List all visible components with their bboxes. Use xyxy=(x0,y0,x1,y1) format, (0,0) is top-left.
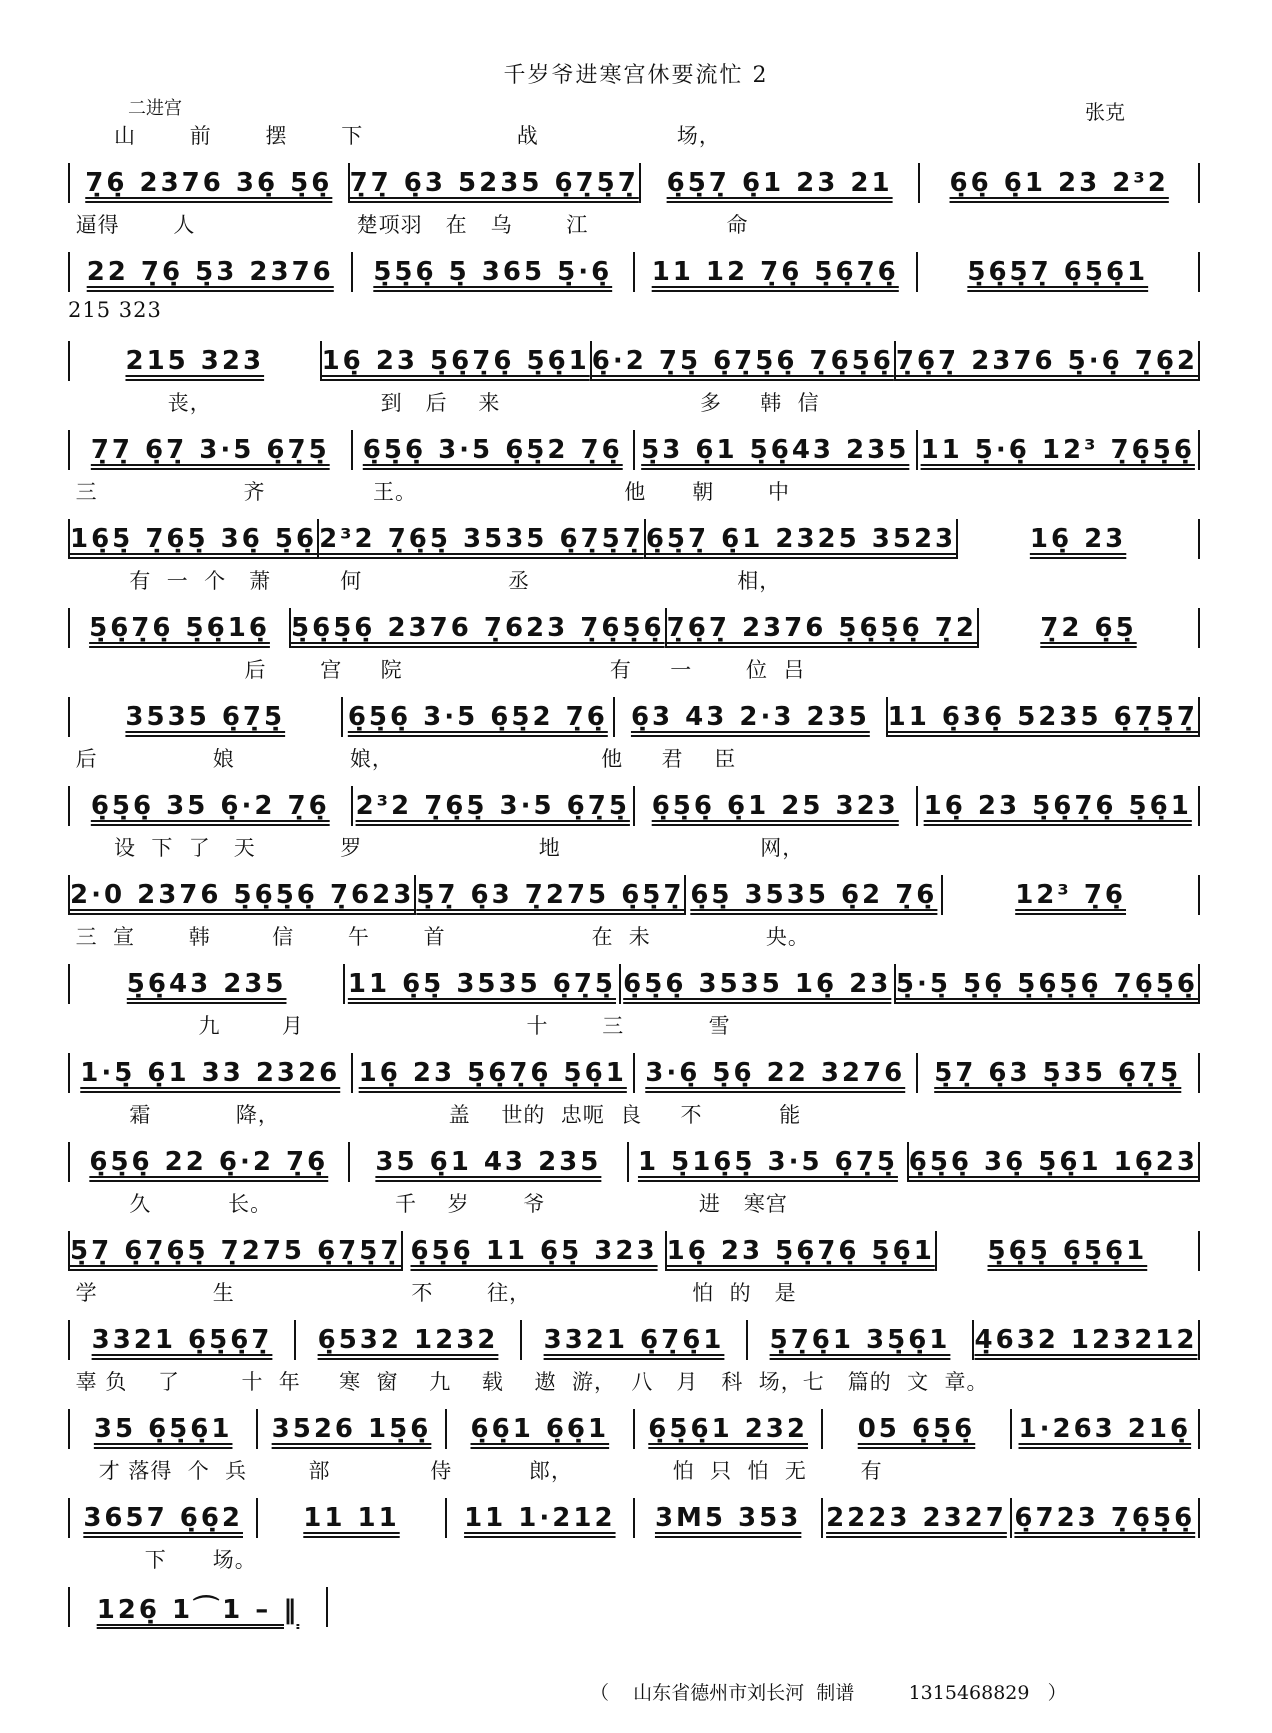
measure: 6̣6̣ 6̣1 23 2³2 xyxy=(949,168,1169,198)
measure: 3526 15̣6̣ xyxy=(271,1414,432,1444)
measure: 126̣ 1⌒1 – ‖ xyxy=(96,1594,300,1625)
measure: 6̣723 7̣6̣5̣6̣ xyxy=(1014,1503,1196,1533)
measure: 3M5 353 xyxy=(654,1503,802,1533)
tempo-label: 二进宫 xyxy=(128,98,182,119)
notation-line xyxy=(68,963,1200,1005)
notation-line xyxy=(68,429,1200,471)
measure: 6̣·2 7̣5̣ 6̣7̣5̣6̣ 7̣6̣5̣6̣ xyxy=(591,346,894,376)
measure: 6̣5̣6̣ 6̣1 25 323 xyxy=(651,791,899,821)
bar-line xyxy=(1198,341,1200,381)
singer-label: 张克 xyxy=(1085,100,1125,124)
lyric-line: 才 落得 个 兵 部 侍 郎， 怕 只 怕 无 有 xyxy=(68,1459,883,1483)
notation-line xyxy=(68,162,1200,204)
measure: 6̣5̣6̣ 36̣ 5̣6̣1 16̣23 xyxy=(908,1147,1198,1177)
measure: 7̣6̣7̣ 2376 5̣6̣5̣6̣ 7̣2 xyxy=(666,613,977,643)
measure: 16̣ 23 5̣6̣7̣6̣ 5̣6̣1 xyxy=(923,791,1192,821)
score-system xyxy=(68,1366,1200,1462)
score-system xyxy=(68,476,1200,572)
measure: 6̣5̣6̣ 3·5 6̣5̣2 7̣6̣ xyxy=(362,435,623,465)
bar-line xyxy=(1198,519,1200,559)
measure: 2223 2327 xyxy=(826,1503,1007,1533)
measure: 5̣·5̣ 5̣6̣ 5̣6̣5̣6̣ 7̣6̣5̣6̣ xyxy=(895,969,1199,999)
lyric-line: 辜 负 了 十 年 寒 窗 九 载 遨 游， 八 月 科 场，七 篇的 文 章。 xyxy=(68,1370,989,1394)
measure: 5̣7̣ 6̣7̣6̣5̣ 7̣275 6̣7̣5̣7̣ xyxy=(70,1236,402,1266)
lyric-line: 九 月 十 三 雪 xyxy=(68,1014,731,1038)
measure: 5̣6̣7̣6̣ 5̣6̣16̣ xyxy=(89,613,270,643)
measure: 2³2 7̣6̣5̣ 3535 6̣7̣5̣7̣ xyxy=(319,524,644,554)
measure: 16̣ 23 5̣6̣7̣6̣ 5̣6̣1 xyxy=(666,1236,935,1266)
notation-line xyxy=(68,1141,1200,1183)
bar-line xyxy=(1198,1320,1200,1360)
bar-line xyxy=(1198,163,1200,203)
bar-line xyxy=(1198,1498,1200,1538)
lyric-line: 设 下 了 天 罗 地 网， xyxy=(68,836,805,860)
measure: 35 6̣1 43 235 xyxy=(375,1147,602,1177)
measure: 12³ 7̣6̣ xyxy=(1015,880,1127,910)
bar-line xyxy=(1198,608,1200,648)
measure: 3·6̣ 5̣6̣ 22 3276 xyxy=(645,1058,906,1088)
notation-line xyxy=(68,1497,1200,1539)
measure: 6̣5̣6̣ 3·5 6̣5̣2 7̣6̣ xyxy=(347,702,608,732)
measure: 7̣7̣ 6̣3 5235 6̣7̣5̣7̣ xyxy=(349,168,639,198)
bar-line xyxy=(1198,875,1200,915)
measure: 11 1·212 xyxy=(464,1503,616,1533)
measure: 11 6̣5̣ 3535 6̣7̣5̣ xyxy=(347,969,617,999)
bar-line xyxy=(326,1587,328,1627)
measure: 1 5̣16̣5̣ 3·5 6̣7̣5̣ xyxy=(637,1147,898,1177)
measure: 11 12 7̣6̣ 5̣6̣7̣6̣ xyxy=(651,257,899,287)
score-title: 千岁爷进寒宫休要流忙 2 xyxy=(503,63,769,88)
measure: 16̣ 23 5̣6̣7̣6̣ 5̣6̣1 xyxy=(358,1058,627,1088)
measure: 5̣6̣43 235 xyxy=(126,969,287,999)
bar-line xyxy=(1198,1409,1200,1449)
bar-line xyxy=(1198,964,1200,1004)
measure: 16̣ 23 5̣6̣7̣6̣ 5̣6̣1 xyxy=(321,346,590,376)
score-system xyxy=(68,298,1200,394)
measure: 1·5̣ 6̣1 33 2326 xyxy=(80,1058,341,1088)
measure: 5̣6̣5̣6̣ 2376 7̣623 7̣6̣5̣6̣ xyxy=(291,613,665,643)
lyric-line: 后 娘 娘， 他 君 臣 xyxy=(68,747,737,771)
score-system xyxy=(68,1010,1200,1106)
bar-line xyxy=(1198,697,1200,737)
lyric-line: 久 长。 千 岁 爷 进 寒宫 xyxy=(68,1192,788,1216)
measure: 6̣532 1232 xyxy=(317,1325,499,1355)
measure: 5̣7̣6̣1 35̣6̣1 xyxy=(769,1325,951,1355)
notation-line xyxy=(68,696,1200,738)
footer-credit: （ 山东省德州市刘长河 制谱 1315468829 ） xyxy=(590,1682,1067,1704)
measure: 2·0 2376 5̣6̣5̣6̣ 7̣623 xyxy=(70,880,415,910)
score-system xyxy=(68,120,1200,216)
score-system xyxy=(68,209,1200,305)
lyric-line: 三 齐 王。 他 朝 中 xyxy=(68,480,790,504)
measure: 6̣5̣ 3535 6̣2 7̣6̣ xyxy=(690,880,938,910)
score-system xyxy=(68,1277,1200,1373)
measure: 2³2 7̣6̣5̣ 3·5 6̣7̣5̣ xyxy=(355,791,630,821)
measure: 3321 6̣5̣6̣7̣ xyxy=(91,1325,273,1355)
lyric-line: 三 宣 韩 信 午 首 在 未 央。 xyxy=(68,925,810,949)
lyric-line: 学 生 不 往， 怕 的 是 xyxy=(68,1281,797,1305)
measure: 6̣5̣7̣ 6̣1 2325 3523 xyxy=(645,524,957,554)
notation-line xyxy=(68,607,1200,649)
score-system xyxy=(68,387,1200,483)
bar-line xyxy=(1198,1053,1200,1093)
lyric-line: 有 一 个 萧 何 丞 相， xyxy=(68,569,782,593)
measure: 7̣6̣7̣ 2376 5̣·6̣ 7̣6̣2 xyxy=(895,346,1198,376)
score-system xyxy=(68,743,1200,839)
score-system xyxy=(68,1099,1200,1195)
bar-line xyxy=(1198,786,1200,826)
notation-line xyxy=(68,1230,1200,1272)
lyric-line: 丧， 到 后 来 多 韩 信 xyxy=(68,391,820,415)
measure: 6̣5̣6̣ 11 6̣5̣ 323 xyxy=(410,1236,658,1266)
measure: 5̣7̣ 6̣3 7̣275 6̣5̣7̣ xyxy=(416,880,685,910)
bar-line xyxy=(1198,252,1200,292)
notation-line xyxy=(68,1408,1200,1450)
lyric-line: 后 宫 院 有 一 位 吕 xyxy=(68,658,806,682)
measure: 4̣632 123212 xyxy=(974,1325,1198,1355)
measure: 1·263 216̣ xyxy=(1018,1414,1192,1444)
measure: 6̣5̣6̣ 22 6̣·2 7̣6̣ xyxy=(89,1147,329,1177)
notation-line xyxy=(68,340,1200,382)
measure: 3321 6̣7̣6̣1 xyxy=(543,1325,725,1355)
bar-line xyxy=(1198,1231,1200,1271)
measure: 3657 6̣6̣2 xyxy=(83,1503,243,1533)
lyric-line: 山 前 摆 下 战 场， xyxy=(68,124,721,148)
notation-line xyxy=(68,518,1200,560)
measure: 6̣3 43 2·3 235 xyxy=(630,702,870,732)
score-system xyxy=(68,654,1200,750)
measure: 5̣7̣ 6̣3 5̣35 6̣7̣5̣ xyxy=(934,1058,1182,1088)
measure: 16̣5̣ 7̣6̣5̣ 36̣ 5̣6̣ xyxy=(70,524,318,554)
lyric-line: 下 场。 xyxy=(68,1548,257,1572)
lyric-line: 霜 降， 盖 世的 忠呃 良 不 能 xyxy=(68,1103,802,1127)
measure: 16̣ 23 xyxy=(1029,524,1127,554)
score-system xyxy=(68,921,1200,1017)
measure: 5̣5̣6̣ 5̣ 365 5̣·6̣ xyxy=(373,257,613,287)
measure: 5̣6̣5̣ 6̣5̣6̣1 xyxy=(987,1236,1148,1266)
measure: 6̣6̣1 6̣6̣1 xyxy=(470,1414,610,1444)
measure: 6̣5̣7̣ 6̣1 23 21 xyxy=(666,168,893,198)
score-system xyxy=(68,832,1200,928)
bar-line xyxy=(1198,1142,1200,1182)
measure: 22 7̣6̣ 5̣3 2376 xyxy=(86,257,334,287)
measure: 11 6̣36̣ 5235 6̣7̣5̣7̣ xyxy=(887,702,1198,732)
notation-line xyxy=(68,1586,328,1628)
lyric-line: 逼得 人 楚项羽 在 乌 江 命 xyxy=(68,213,749,237)
measure: 3535 6̣7̣5̣ xyxy=(125,702,286,732)
notation-line xyxy=(68,1319,1200,1361)
notation-line xyxy=(68,785,1200,827)
measure: 6̣5̣6̣ 35 6̣·2 7̣6̣ xyxy=(90,791,330,821)
notation-line xyxy=(68,874,1200,916)
measure: 11 5̣·6̣ 12³ 7̣6̣5̣6̣ xyxy=(920,435,1195,465)
measure: 215 323 xyxy=(125,346,265,376)
measure: 6̣5̣6̣ 3535 16̣ 23 xyxy=(623,969,892,999)
notation-line xyxy=(68,251,1200,293)
score-system xyxy=(68,565,1200,661)
measure: 7̣7̣ 6̣7̣ 3·5 6̣7̣5̣ xyxy=(90,435,330,465)
measure: 5̣6̣5̣7̣ 6̣5̣6̣1 xyxy=(967,257,1149,287)
measure: 7̣6̣ 2376 36̣ 5̣6̣ xyxy=(85,168,333,198)
score-system xyxy=(68,1188,1200,1284)
measure: 5̣3 6̣1 5̣6̣43 235 xyxy=(641,435,910,465)
measure: 11 11 xyxy=(303,1503,400,1533)
bar-line xyxy=(1198,430,1200,470)
measure: 05 6̣5̣6̣ xyxy=(857,1414,976,1444)
measure: 35 6̣5̣6̣1 xyxy=(93,1414,233,1444)
score-system xyxy=(68,1544,1200,1640)
notation-line xyxy=(68,1052,1200,1094)
measure: 7̣2 6̣5̣ xyxy=(1040,613,1137,643)
lyric-line: 215 323 xyxy=(68,298,162,322)
measure: 6̣5̣6̣1 232 xyxy=(648,1414,808,1444)
score-system xyxy=(68,1455,1200,1551)
